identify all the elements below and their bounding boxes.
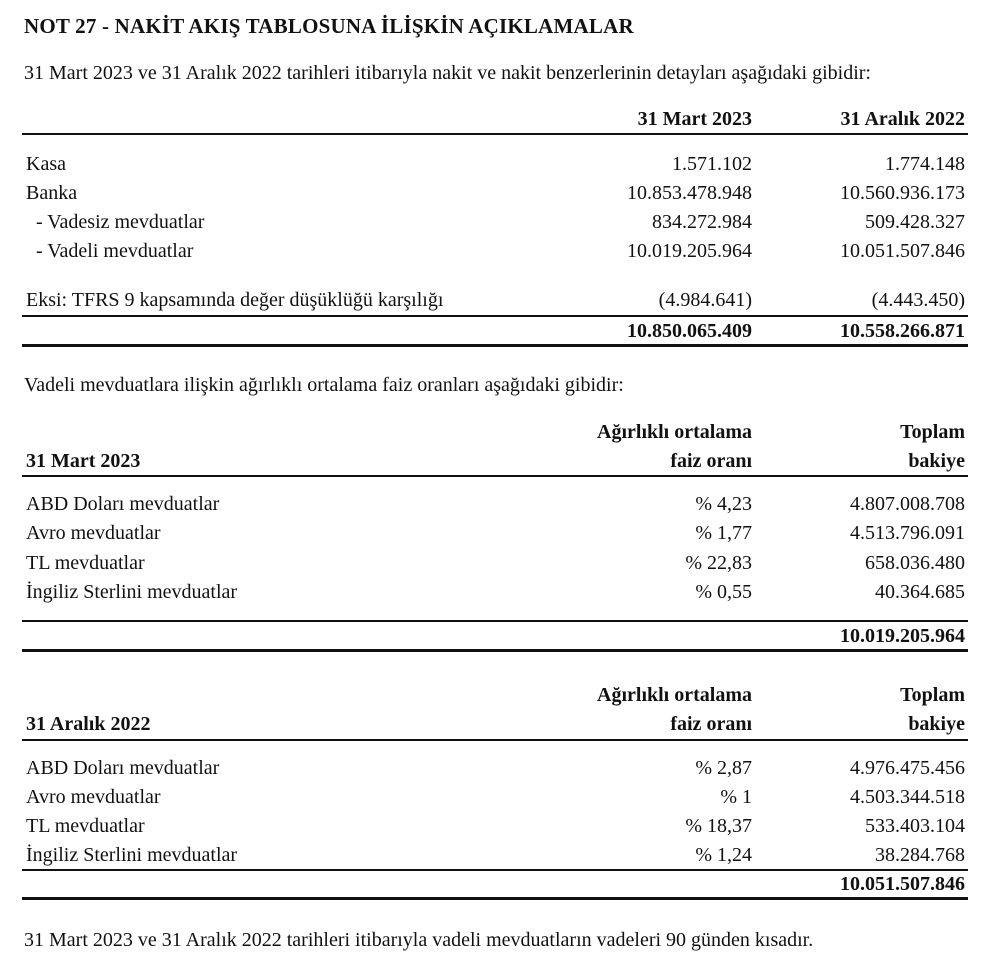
footnote-paragraph: 31 Mart 2023 ve 31 Aralık 2022 tarihleri itibarıyla vadeli mevduatların vadeleri 90 günden kısadır. bbox=[24, 929, 814, 951]
row-label-eur: Avro mevduatlar bbox=[26, 786, 161, 808]
intro-paragraph: 31 Mart 2023 ve 31 Aralık 2022 tarihleri itibarıyla nakit ve nakit benzerlerinin detayları aşağıdaki gibidir: bbox=[24, 62, 871, 84]
vadeli-mar-2023: 10.019.205.964 bbox=[627, 240, 752, 262]
impairment-mar-2023: (4.984.641) bbox=[658, 289, 752, 311]
kasa-mar-2023: 1.571.102 bbox=[672, 153, 752, 175]
try-balance: 533.403.104 bbox=[865, 815, 965, 837]
try-rate: % 18,37 bbox=[685, 815, 752, 837]
balance-header-line2: bakiye bbox=[908, 450, 965, 472]
period-label: 31 Mart 2023 bbox=[26, 450, 141, 472]
banka-mar-2023: 10.853.478.948 bbox=[627, 182, 752, 204]
column-header-mar-2023: 31 Mart 2023 bbox=[637, 108, 752, 130]
header-rule bbox=[22, 739, 968, 741]
balance-total: 10.051.507.846 bbox=[840, 873, 965, 895]
total-dec-2022: 10.558.266.871 bbox=[840, 320, 965, 342]
rates-intro-paragraph: Vadeli mevduatlara ilişkin ağırlıklı ortalama faiz oranları aşağıdaki gibidir: bbox=[24, 374, 624, 396]
row-label-usd: ABD Doları mevduatlar bbox=[26, 493, 220, 515]
gbp-rate: % 0,55 bbox=[695, 581, 752, 603]
rate-header-line2: faiz oranı bbox=[670, 450, 752, 472]
total-rule bbox=[22, 897, 968, 900]
total-rule bbox=[22, 649, 968, 652]
subtotal-rule bbox=[22, 869, 968, 871]
balance-header-line1: Toplam bbox=[900, 684, 965, 706]
kasa-dec-2022: 1.774.148 bbox=[885, 153, 965, 175]
eur-rate: % 1 bbox=[720, 786, 752, 808]
vadesiz-mar-2023: 834.272.984 bbox=[652, 211, 752, 233]
row-label-eur: Avro mevduatlar bbox=[26, 522, 161, 544]
usd-balance: 4.807.008.708 bbox=[850, 493, 965, 515]
vadeli-dec-2022: 10.051.507.846 bbox=[840, 240, 965, 262]
try-rate: % 22,83 bbox=[685, 552, 752, 574]
eur-balance: 4.503.344.518 bbox=[850, 786, 965, 808]
row-label-try: TL mevduatlar bbox=[26, 552, 145, 574]
column-header-dec-2022: 31 Aralık 2022 bbox=[840, 108, 965, 130]
rate-header-line1: Ağırlıklı ortalama bbox=[597, 421, 752, 443]
impairment-dec-2022: (4.443.450) bbox=[871, 289, 965, 311]
row-label-gbp: İngiliz Sterlini mevduatlar bbox=[26, 844, 238, 866]
total-mar-2023: 10.850.065.409 bbox=[627, 320, 752, 342]
subtotal-rule bbox=[22, 315, 968, 317]
usd-balance: 4.976.475.456 bbox=[850, 757, 965, 779]
usd-rate: % 4,23 bbox=[695, 493, 752, 515]
note-title: NOT 27 - NAKİT AKIŞ TABLOSUNA İLİŞKİN AÇIKLAMALAR bbox=[24, 14, 634, 38]
balance-total: 10.019.205.964 bbox=[840, 625, 965, 647]
row-label-kasa: Kasa bbox=[26, 153, 66, 175]
banka-dec-2022: 10.560.936.173 bbox=[840, 182, 965, 204]
eur-rate: % 1,77 bbox=[695, 522, 752, 544]
row-label-vadeli: - Vadeli mevduatlar bbox=[36, 240, 194, 262]
eur-balance: 4.513.796.091 bbox=[850, 522, 965, 544]
row-label-banka: Banka bbox=[26, 182, 78, 204]
try-balance: 658.036.480 bbox=[865, 552, 965, 574]
row-label-vadesiz: - Vadesiz mevduatlar bbox=[36, 211, 205, 233]
gbp-balance: 38.284.768 bbox=[875, 844, 965, 866]
rate-header-line1: Ağırlıklı ortalama bbox=[597, 684, 752, 706]
row-label-impairment: Eksi: TFRS 9 kapsamında değer düşüklüğü karşılığı bbox=[26, 289, 444, 311]
subtotal-rule bbox=[22, 620, 968, 622]
vadesiz-dec-2022: 509.428.327 bbox=[865, 211, 965, 233]
row-label-gbp: İngiliz Sterlini mevduatlar bbox=[26, 581, 238, 603]
period-label: 31 Aralık 2022 bbox=[26, 713, 151, 735]
row-label-usd: ABD Doları mevduatlar bbox=[26, 757, 220, 779]
usd-rate: % 2,87 bbox=[695, 757, 752, 779]
total-rule bbox=[22, 344, 968, 347]
gbp-rate: % 1,24 bbox=[695, 844, 752, 866]
rate-header-line2: faiz oranı bbox=[670, 713, 752, 735]
row-label-try: TL mevduatlar bbox=[26, 815, 145, 837]
header-rule bbox=[22, 133, 968, 135]
header-rule bbox=[22, 475, 968, 477]
balance-header-line2: bakiye bbox=[908, 713, 965, 735]
balance-header-line1: Toplam bbox=[900, 421, 965, 443]
gbp-balance: 40.364.685 bbox=[875, 581, 965, 603]
